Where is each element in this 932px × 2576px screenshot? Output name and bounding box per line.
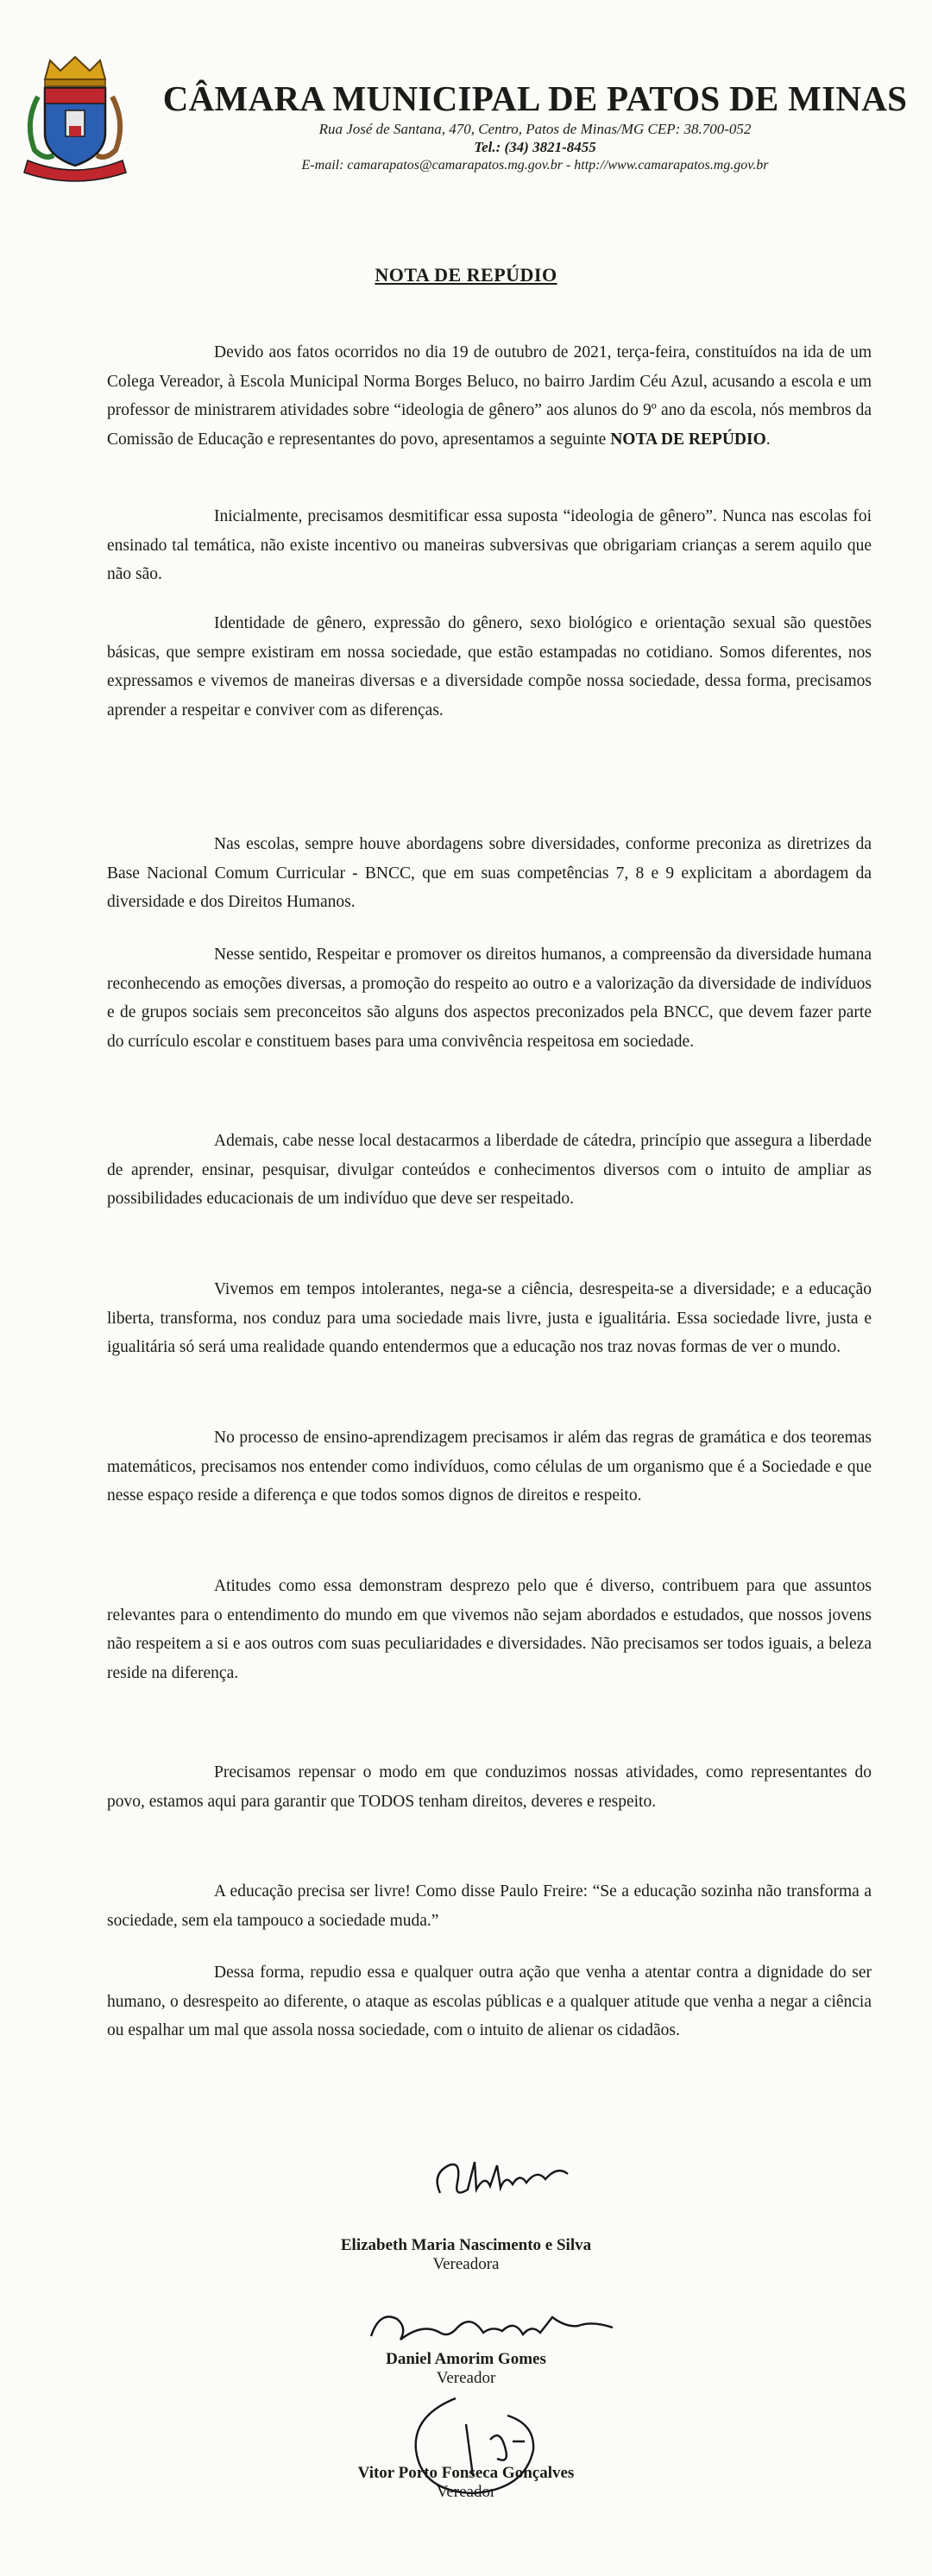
paragraph-2: Inicialmente, precisamos desmitificar essa suposta “ideologia de gênero”. Nunca nas escolas foi ensinado tal temática, não existe incentivo ou maneiras subversivas que obrigariam crianças a serem aquilo que não são. (107, 507, 872, 583)
paragraph-12: Dessa forma, repudio essa e qualquer outra ação que venha a atentar contra a dignidade do ser humano, o desrespeito ao diferente, o ataque as escolas públicas e a qualquer atitude que venha a negar a ciência ou espalhar um mal que assola nossa sociedade, com o intuito de alienar os cidadãos. (107, 1963, 872, 2039)
paragraph-10: Precisamos repensar o modo em que conduzimos nossas atividades, como representantes do povo, estamos aqui para garantir que TODOS tenham direitos, deveres e respeito. (107, 1763, 872, 1811)
header-title: CÂMARA MUNICIPAL DE PATOS DE MINAS (162, 79, 908, 118)
signature-block-2 (0, 2350, 932, 2388)
paragraph-7: Vivemos em tempos intolerantes, nega-se a ciência, desrespeita-se a diversidade; e a educação liberta, transforma, nos conduz para uma sociedade mais livre, justa e igualitária. Essa sociedade livre, justa e igualitária só será uma realidade quando entendermos que a educação nos traz novas formas de ver o mundo. (107, 1280, 872, 1356)
signer-role: Vereador (436, 2369, 496, 2387)
header-phone: Tel.: (34) 3821-8455 (474, 139, 596, 155)
signer-role: Vereador (436, 2483, 496, 2501)
signature-scribble (362, 2302, 621, 2353)
paragraph-4: Nas escolas, sempre houve abordagens sobre diversidades, conforme preconiza as diretrizes da Base Nacional Comum Curricular - BNCC, que em suas competências 7, 8 e 9 explicitam a abordagem da diversidade e dos Direitos Humanos. (107, 835, 872, 911)
signer-name: Elizabeth Maria Nascimento e Silva (340, 2236, 592, 2254)
paragraph-3: Identidade de gênero, expressão do gênero, sexo biológico e orientação sexual são questões básicas, que sempre existiram em nossa sociedade, que estão estampadas no cotidiano. Somos diferentes, nos expressamos e vivemos de maneiras diversas e a diversidade compõe nossa sociedade, dessa forma, precisamos aprender a respeitar e conviver com as diferenças. (107, 614, 872, 719)
header-email: E-mail: camarapatos@camarapatos.mg.gov.br - http://www.camarapatos.mg.gov.br (301, 158, 769, 173)
signature-block-3 (0, 2464, 932, 2502)
paragraph-5: Nesse sentido, Respeitar e promover os direitos humanos, a compreensão da diversidade humana reconhecendo as emoções diversas, a promoção do respeito ao outro e a valorização da diversidade de indivíduos e de grupos sociais sem preconceitos são alguns dos aspectos preconizados pela BNCC, que devem fazer parte do currículo escolar e constituem bases para uma convivência respeitosa em sociedade. (107, 946, 872, 1051)
signer-name: Vitor Porto Fonseca Gonçalves (357, 2464, 575, 2482)
paragraph-11: A educação precisa ser livre! Como disse Paulo Freire: “Se a educação sozinha não transforma a sociedade, sem ela tampouco a sociedade muda.” (107, 1882, 872, 1930)
signer-role: Vereadora (432, 2255, 500, 2273)
paragraph-1 (107, 338, 872, 454)
document-title: NOTA DE REPÚDIO (375, 264, 557, 286)
coat-of-arms-icon (19, 53, 131, 183)
paragraph-9: Atitudes como essa demonstram desprezo pelo que é diverso, contribuem para que assuntos relevantes para o entendimento do mundo em que vivemos não sejam abordados e estudados, que nossos jovens não respeitem a si e aos outros com suas peculiaridades e diversidades. Não precisamos ser todos iguais, a beleza reside na diferença. (107, 1577, 872, 1682)
header-address: Rua José de Santana, 470, Centro, Patos de Minas/MG CEP: 38.700-052 (318, 121, 752, 137)
signature-block-1 (0, 2236, 932, 2274)
paragraph-8: No processo de ensino-aprendizagem precisamos ir além das regras de gramática e dos teoremas matemáticos, precisamos nos entender como indivíduos, como células de um organismo que é a Sociedade e que nesse espaço reside a diferença e que todos somos dignos de direitos e respeito. (107, 1429, 872, 1505)
paragraph-1-text: Devido aos fatos ocorridos no dia 19 de outubro de 2021, terça-feira, constituídos na ida de um Colega Vereador, à Escola Municipal Norma Borges Beluco, no bairro Jardim Céu Azul, acusando a escola e um professor de ministrarem atividades sobre “ideologia de gênero” aos alunos do 9º ano da escola, nós membros da Comissão de Educação e representantes do povo, apresentamos a seguinte (107, 343, 872, 449)
paragraph-1-bold: NOTA DE REPÚDIO (610, 430, 766, 449)
paragraph-1-end: . (765, 430, 771, 449)
paragraph-6: Ademais, cabe nesse local destacarmos a liberdade de cátedra, princípio que assegura a liberdade de aprender, ensinar, pesquisar, divulgar conteúdos e conhecimentos diversos com o intuito de ampliar as possibilidades educacionais de um indivíduo que deve ser respeitado. (107, 1132, 872, 1208)
signer-name: Daniel Amorim Gomes (386, 2350, 546, 2368)
signature-scribble (423, 2148, 578, 2208)
